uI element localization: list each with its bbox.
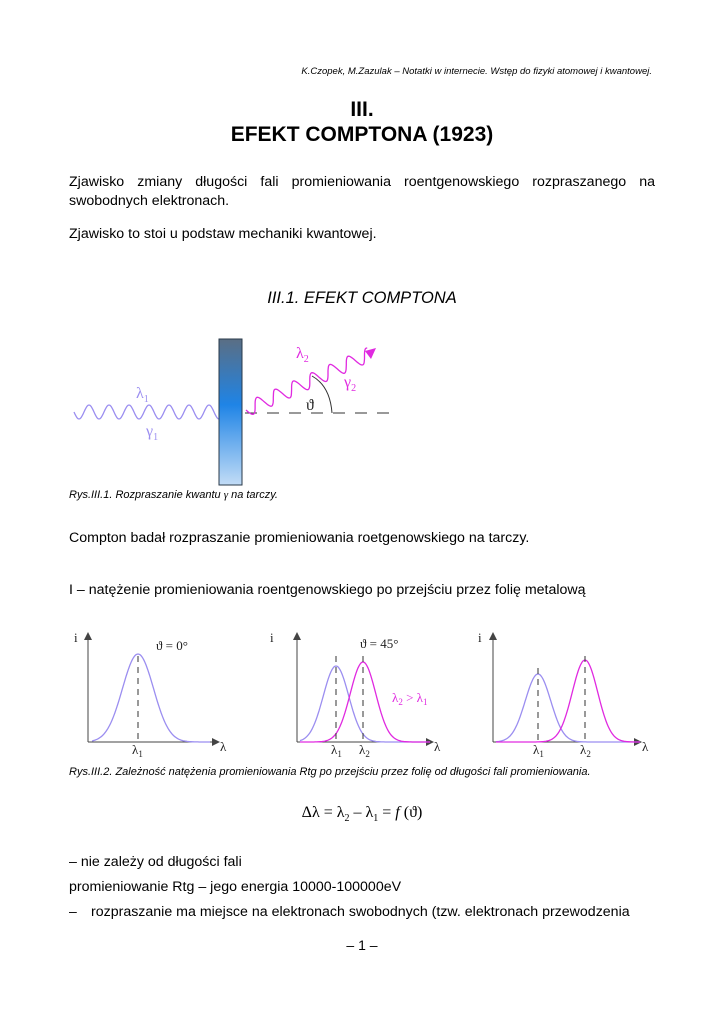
intensity-graphs-figure (60, 622, 660, 762)
relation-label: $\lambda_2 > \lambda_1$ (392, 690, 428, 707)
compton-scattering-figure (60, 330, 400, 490)
gamma2-label: $\gamma_2$ (344, 374, 357, 394)
angle-arc (312, 376, 332, 413)
scattered-arrowhead (365, 348, 376, 359)
figure2-caption: Rys.III.2. Zależność natężenia promieniowania Rtg po przejściu przez folię od długości fali promieniowania. (69, 766, 591, 778)
axis-i-label-1: i (74, 630, 78, 645)
line-rtg-energy: promieniowanie Rtg – jego energia 10000-100000eV (69, 879, 402, 895)
intensity-curve-3-scattered (496, 660, 640, 742)
graph-theta-0 (74, 630, 227, 759)
paragraph-quantum: Zjawisko to stoi u podstaw mechaniki kwantowej. (69, 226, 377, 242)
angle-label-45: ϑ = 45° (360, 636, 399, 651)
paragraph-compton: Compton badał rozpraszanie promieniowania roetgenowskiego na tarczy. (69, 530, 530, 546)
axis-i-label-3: i (478, 630, 482, 645)
axis-lambda-label-1: λ (220, 739, 227, 754)
axis-i-label-2: i (270, 630, 274, 645)
paragraph-intro: Zjawisko zmiany długości fali promieniowania roentgenowskiego rozpraszanego na swobodnych elektronach. (69, 174, 655, 209)
chapter-title: EFEKT COMPTONA (1923) (230, 123, 494, 146)
lambda2-tick-2: $\lambda_2$ (359, 742, 370, 759)
lambda1-tick-1: $\lambda_1$ (132, 742, 143, 759)
line-free-electrons: rozpraszanie ma miejsce na elektronach swobodnych (tzw. elektronach przewodzenia (91, 904, 630, 920)
header-note: K.Czopek, M.Zazulak – Notatki w internecie. Wstęp do fizyki atomowej i kwantowej. (301, 66, 652, 77)
intensity-curve-1 (92, 654, 210, 742)
gamma1-label: $\gamma_1$ (146, 423, 159, 443)
incident-wave (74, 405, 219, 419)
target-plate (219, 339, 242, 485)
axis-lambda-label-3: λ (642, 739, 649, 754)
paragraph-intensity: I – natężenie promieniowania roentgenowskiego po przejściu przez folię metalową (69, 582, 586, 598)
lambda1-tick-3: $\lambda_1$ (533, 742, 544, 759)
graph-theta-45 (270, 630, 441, 759)
bullet-dash: – (69, 903, 77, 919)
compton-formula: $\Delta\lambda = \lambda_2 - \lambda_1 = f$ (ϑ) (301, 804, 423, 825)
section-title: III.1. EFEKT COMPTONA (267, 289, 457, 307)
page-number: – 1 – (346, 937, 378, 953)
graph-large-angle (478, 630, 649, 759)
angle-label-0: ϑ = 0° (156, 638, 188, 653)
lambda2-label: $\lambda_2$ (296, 345, 309, 365)
lambda1-tick-2: $\lambda_1$ (331, 742, 342, 759)
figure1-caption: Rys.III.1. Rozpraszanie kwantu γ na tarczy. (69, 489, 278, 501)
theta-label: ϑ (306, 397, 314, 414)
lambda1-label: $\lambda_1$ (136, 385, 149, 405)
line-no-dependence: – nie zależy od długości fali (69, 854, 242, 870)
axis-lambda-label-2: λ (434, 739, 441, 754)
lambda2-tick-3: $\lambda_2$ (580, 742, 591, 759)
chapter-number: III. (350, 98, 374, 121)
